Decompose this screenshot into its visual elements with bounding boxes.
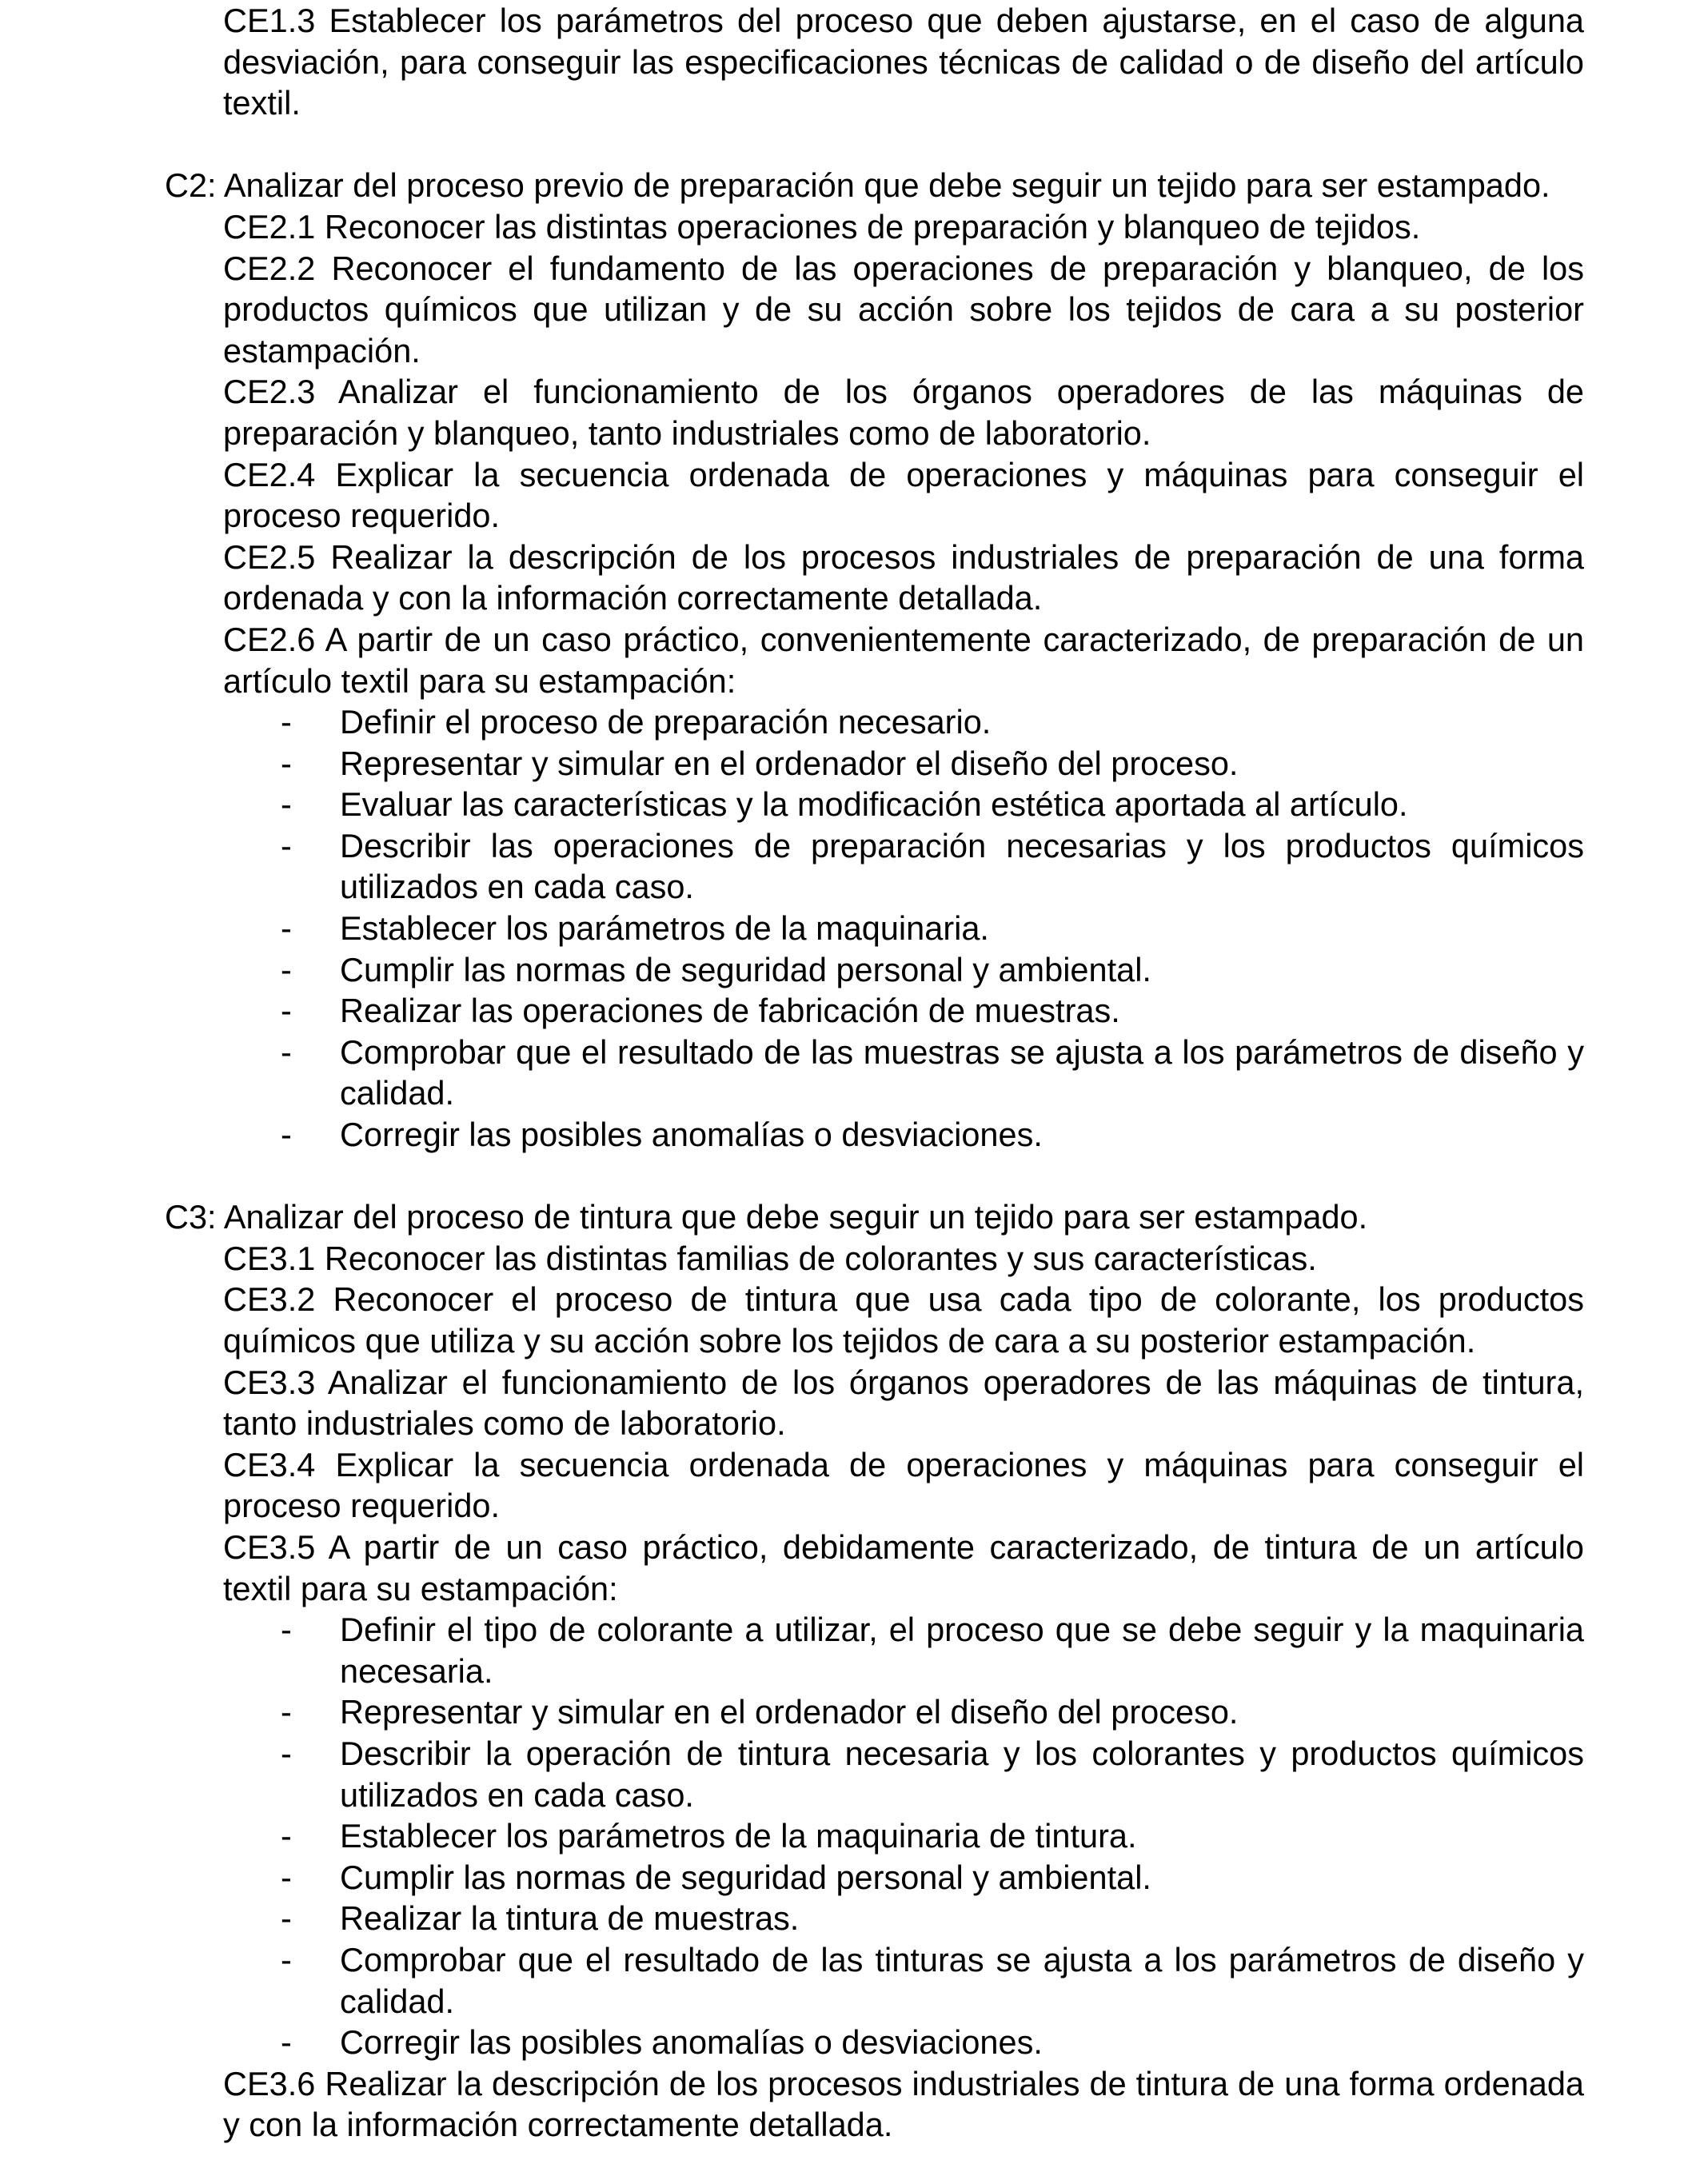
- list-item: - Corregir las posibles anomalías o desviaciones.: [165, 2022, 1584, 2063]
- criterion-ce3-3: CE3.3 Analizar el funcionamiento de los órganos operadores de las máquinas de tintura, tanto industriales como de laboratorio.: [223, 1363, 1584, 1443]
- criterion-ce2-1: CE2.1 Reconocer las distintas operaciones de preparación y blanqueo de tejidos.: [223, 207, 1421, 246]
- spacer: [165, 1156, 1584, 1197]
- criterion-ce2-4: CE2.4 Explicar la secuencia ordenada de operaciones y máquinas para conseguir el proceso requerido.: [223, 455, 1584, 535]
- criterion-ce3-4: CE3.4 Explicar la secuencia ordenada de operaciones y máquinas para conseguir el proceso requerido.: [223, 1445, 1584, 1525]
- capability-c3-heading: C3: Analizar del proceso de tintura que debe seguir un tejido para ser estampado.: [165, 1198, 1368, 1236]
- list-dash: -: [281, 1899, 292, 1938]
- list-item: - Establecer los parámetros de la maquinaria de tintura.: [165, 1815, 1584, 1857]
- list-dash: -: [281, 1116, 292, 1154]
- list-item: - Comprobar que el resultado de las muestras se ajusta a los parámetros de diseño y calidad.: [281, 1032, 1584, 1112]
- list-item: - Representar y simular en el ordenador el diseño del proceso.: [165, 743, 1584, 785]
- criterion-ce3-6: CE3.6 Realizar la descripción de los procesos industriales de tintura de una forma ordenada y con la información correctamente detallada.: [223, 2064, 1584, 2144]
- list-item: - Comprobar que el resultado de las tinturas se ajusta a los parámetros de diseño y calidad.: [281, 1940, 1584, 2020]
- list-item: - Representar y simular en el ordenador el diseño del proceso.: [165, 1691, 1584, 1733]
- list-dash: -: [281, 992, 292, 1030]
- list-item: - Evaluar las características y la modificación estética aportada al artículo.: [165, 784, 1584, 825]
- list-item: - Describir la operación de tintura necesaria y los colorantes y productos químicos utilizados en cada caso.: [281, 1734, 1584, 1814]
- list-dash: -: [281, 909, 292, 948]
- list-dash: -: [281, 2023, 292, 2062]
- list-dash: -: [281, 744, 292, 782]
- criterion-ce2-3: CE2.3 Analizar el funcionamiento de los órganos operadores de las máquinas de preparación y blanqueo, tanto industriales como de laboratorio.: [223, 373, 1584, 452]
- capability-c2-heading: C2: Analizar del proceso previo de preparación que debe seguir un tejido para ser estampado.: [165, 166, 1550, 205]
- criterion-ce2-2: CE2.2 Reconocer el fundamento de las operaciones de preparación y blanqueo, de los productos químicos que utilizan y de su acción sobre los tejidos de cara a su posterior estampación.: [223, 249, 1584, 369]
- criterion-ce1-3: CE1.3 Establecer los parámetros del proceso que deben ajustarse, en el caso de alguna desviación, para conseguir las especificaciones técnicas de calidad o de diseño del artículo textil.: [223, 2, 1584, 122]
- list-dash: -: [281, 785, 292, 824]
- ce2-6-list: [165, 701, 1584, 1156]
- list-item: - Realizar la tintura de muestras.: [165, 1898, 1584, 1939]
- criterion-ce2-6: CE2.6 A partir de un caso práctico, convenientemente caracterizado, de preparación de un artículo textil para su estampación:: [223, 620, 1584, 700]
- list-item: - Corregir las posibles anomalías o desviaciones.: [165, 1114, 1584, 1156]
- list-item: - Establecer los parámetros de la maquinaria.: [165, 908, 1584, 949]
- list-item: - Definir el tipo de colorante a utilizar, el proceso que se debe seguir y la maquinaria necesaria.: [281, 1611, 1584, 1690]
- list-dash: -: [281, 1858, 292, 1896]
- ce3-5-list: [165, 1609, 1584, 2063]
- criterion-ce3-5: CE3.5 A partir de un caso práctico, debidamente caracterizado, de tintura de un artículo textil para su estampación:: [223, 1527, 1584, 1607]
- list-item: - Describir las operaciones de preparación necesarias y los productos químicos utilizados en cada caso.: [281, 826, 1584, 906]
- document-body: [165, 0, 1584, 2146]
- list-item: - Realizar las operaciones de fabricación de muestras.: [165, 990, 1584, 1032]
- criterion-ce3-1: CE3.1 Reconocer las distintas familias de colorantes y sus características.: [223, 1239, 1317, 1277]
- list-dash: -: [281, 1032, 292, 1071]
- list-dash: -: [281, 1817, 292, 1855]
- list-dash: -: [281, 1940, 292, 1978]
- list-dash: -: [281, 826, 292, 864]
- spacer: [165, 124, 1584, 166]
- list-dash: -: [281, 1611, 292, 1649]
- list-dash: -: [281, 1734, 292, 1772]
- criterion-ce2-5: CE2.5 Realizar la descripción de los procesos industriales de preparación de una forma ordenada y con la información correctamente detallada.: [223, 537, 1584, 617]
- list-dash: -: [281, 703, 292, 741]
- criterion-ce3-2: CE3.2 Reconocer el proceso de tintura que usa cada tipo de colorante, los productos químicos que utiliza y su acción sobre los tejidos de cara a su posterior estampación.: [223, 1280, 1584, 1360]
- list-item: - Definir el proceso de preparación necesario.: [165, 701, 1584, 743]
- list-item: - Cumplir las normas de seguridad personal y ambiental.: [165, 949, 1584, 991]
- list-item: - Cumplir las normas de seguridad personal y ambiental.: [165, 1857, 1584, 1899]
- list-dash: -: [281, 950, 292, 988]
- list-dash: -: [281, 1693, 292, 1731]
